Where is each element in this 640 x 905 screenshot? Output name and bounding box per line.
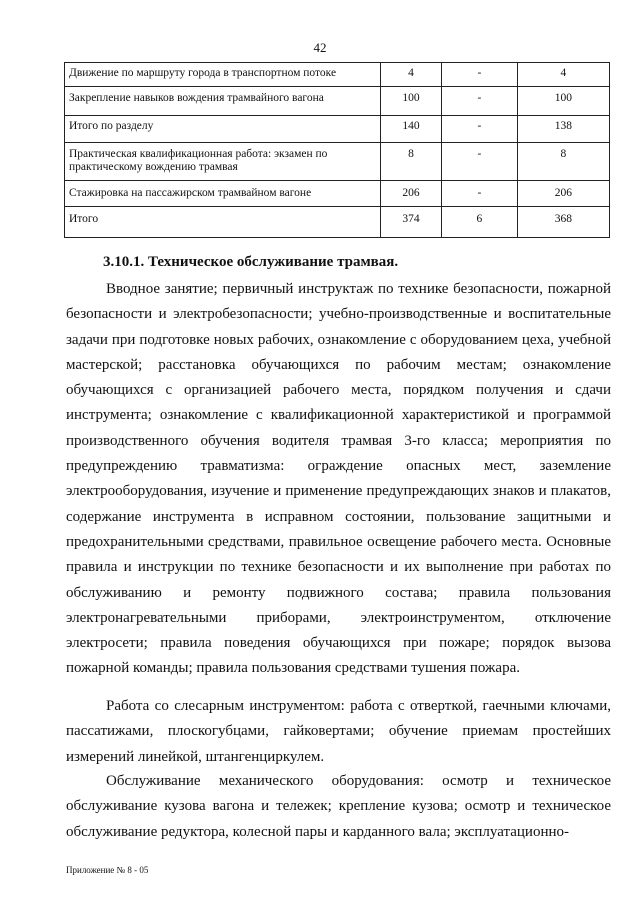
section-heading: 3.10.1. Техническое обслуживание трамвая. — [103, 254, 399, 270]
table-row — [65, 87, 610, 116]
table-row — [65, 143, 610, 181]
row-hours-last: 138 — [517, 116, 609, 143]
row-hours-total: 4 — [381, 63, 442, 87]
row-hours-last: 206 — [517, 181, 609, 207]
row-hours-mid: - — [442, 87, 518, 116]
paragraph: Вводное занятие; первичный инструктаж по технике безопасности, пожарной безопасности и электробезопасности; учебно-производственные и воспитательные задачи при подготовке новых рабочих, ознакомление с оборудованием цеха, учебной мастерской; расстановка обучающихся по рабочим местам; ознакомление обучающихся с организацией рабочего места, порядком получения и сдачи инструмента; ознакомление с квалификационной характеристикой и программой производственного обучения водителя трамвая 3-го класса; мероприятия по предупреждению травматизма: ограждение опасных мест, заземление электрооборудования, изучение и применение предупреждающих знаков и плакатов, содержание инструмента в исправном состоянии, пользование защитными и предохранительными средствами, правильное освещение рабочего места. Основные правила и инструкции по технике безопасности и их выполнение при работах по обслуживанию и ремонту подвижного состава; правила пользования электронагревательными приборами, электроинструментом, отключение электросети; правила поведения обучающихся при пожаре; порядок вызова пожарной команды; правила пользования средствами тушения пожара. — [66, 281, 611, 677]
row-name: Стажировка на пассажирском трамвайном вагоне — [65, 181, 381, 207]
row-hours-mid: - — [442, 63, 518, 87]
paragraph: Работа со слесарным инструментом: работа с отверткой, гаечными ключами, пассатижами, плоскогубцами, гайковертами; обучение приемам простейших измерений линейкой, штангенциркулем. — [66, 698, 611, 765]
row-hours-mid: - — [442, 181, 518, 207]
paragraph: Обслуживание механического оборудования: осмотр и техническое обслуживание кузова вагона и тележек; крепление кузова; осмотр и техническое обслуживание редуктора, колесной пары и карданного вала; эксплуатационно- — [66, 773, 611, 840]
row-hours-total: 8 — [381, 143, 442, 181]
row-hours-last: 368 — [517, 207, 609, 238]
row-hours-mid: 6 — [442, 207, 518, 238]
row-hours-last: 8 — [517, 143, 609, 181]
table-row — [65, 207, 610, 238]
hours-table — [64, 62, 610, 238]
row-hours-last: 4 — [517, 63, 609, 87]
row-name: Движение по маршруту города в транспортном потоке — [65, 63, 381, 87]
row-hours-total: 206 — [381, 181, 442, 207]
row-name: Практическая квалификационная работа: экзамен по практическому вождению трамвая — [65, 143, 381, 181]
table-row — [65, 116, 610, 143]
page-number: 42 — [313, 40, 327, 55]
row-name: Итого — [65, 207, 381, 238]
row-hours-total: 140 — [381, 116, 442, 143]
row-name: Закрепление навыков вождения трамвайного вагона — [65, 87, 381, 116]
row-hours-last: 100 — [517, 87, 609, 116]
row-hours-total: 100 — [381, 87, 442, 116]
table-row — [65, 181, 610, 207]
row-name: Итого по разделу — [65, 116, 381, 143]
table-row — [65, 63, 610, 87]
row-hours-mid: - — [442, 143, 518, 181]
row-hours-mid: - — [442, 116, 518, 143]
footer-note: Приложение № 8 - 05 — [66, 865, 149, 875]
row-hours-total: 374 — [381, 207, 442, 238]
